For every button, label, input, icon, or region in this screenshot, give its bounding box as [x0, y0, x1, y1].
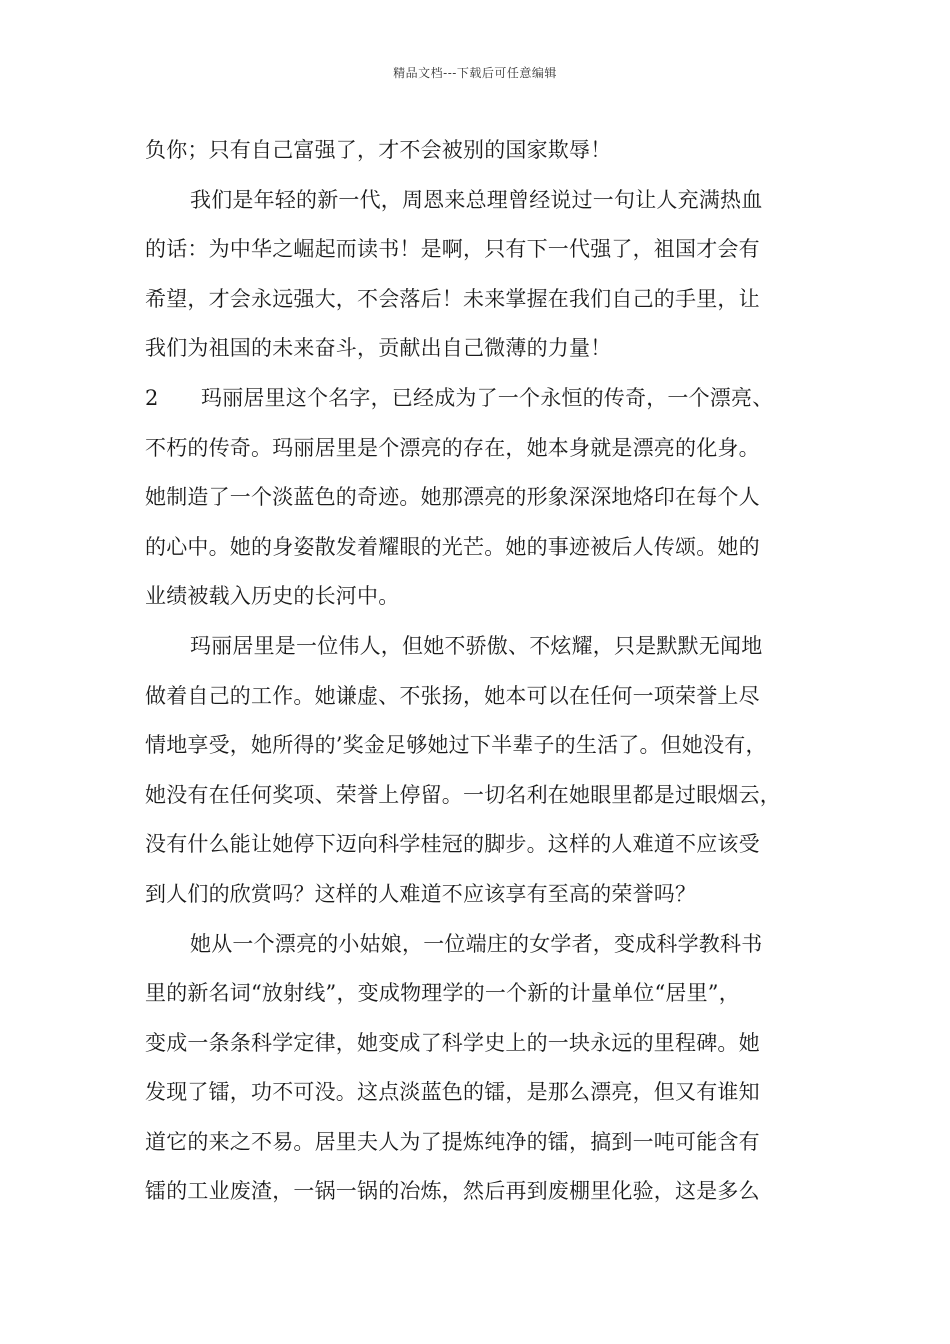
text-line: 负你；只有自己富强了，才不会被别的国家欺辱！: [145, 138, 612, 162]
text-line: 我们是年轻的新一代，周恩来总理曾经说过一句让人充满热血: [190, 187, 763, 212]
page-header: 精品文档---下载后可任意编辑: [393, 66, 557, 80]
text-line: 镭的工业废渣，一锅一锅的冶炼，然后再到废棚里化验，这是多么: [145, 1179, 760, 1204]
text-line: 到人们的欣赏吗？这样的人难道不应该享有至高的荣誉吗？: [145, 881, 697, 906]
text-line: 她没有在任何奖项、荣誉上停留。一切名利在她眼里都是过眼烟云，: [145, 782, 781, 807]
text-line: 玛丽居里是一位伟人，但她不骄傲、不炫耀，只是默默无闻地: [190, 633, 763, 658]
text-line: 情地享受，她所得的’奖金足够她过下半辈子的生活了。但她没有，: [145, 733, 767, 758]
text-line: 业绩被载入历史的长河中。: [145, 584, 400, 609]
section-number: 2: [145, 385, 159, 410]
text-line: 她从一个漂亮的小姑娘，一位端庄的女学者，变成科学教科书: [190, 931, 763, 956]
text-line: 希望，才会永远强大，不会落后！未来掌握在我们自己的手里，让: [145, 286, 760, 311]
numbered-line: [145, 374, 810, 424]
text-line: 我们为祖国的未来奋斗，贡献出自己微薄的力量！: [145, 336, 612, 361]
text-line: 的心中。她的身姿散发着耀眼的光芒。她的事迹被后人传颂。她的: [145, 534, 760, 559]
text-line: 的话：为中华之崛起而读书！是啊，只有下一代强了，祖国才会有: [145, 237, 760, 262]
body-text: [145, 126, 810, 1217]
text-line: 她制造了一个淡蓝色的奇迹。她那漂亮的形象深深地烙印在每个人: [145, 485, 760, 510]
text-line: 里的新名词“放射线”，变成物理学的一个新的计量单位“居里”，: [145, 981, 740, 1006]
text-line: 没有什么能让她停下迈向科学桂冠的脚步。这样的人难道不应该受: [145, 832, 760, 857]
text-line: 做着自己的工作。她谦虚、不张扬，她本可以在任何一项荣誉上尽: [145, 683, 760, 708]
text-line-content: 玛丽居里这个名字，已经成为了一个永恒的传奇，一个漂亮、: [201, 385, 774, 410]
text-line: 道它的来之不易。居里夫人为了提炼纯净的镭，搞到一吨可能含有: [145, 1129, 760, 1154]
text-line: 变成一条条科学定律，她变成了科学史上的一块永远的里程碑。她: [145, 1030, 760, 1055]
text-line: 不朽的传奇。玛丽居里是个漂亮的存在，她本身就是漂亮的化身。: [145, 435, 760, 460]
text-line: 发现了镭，功不可没。这点淡蓝色的镭，是那么漂亮，但又有谁知: [145, 1080, 760, 1105]
